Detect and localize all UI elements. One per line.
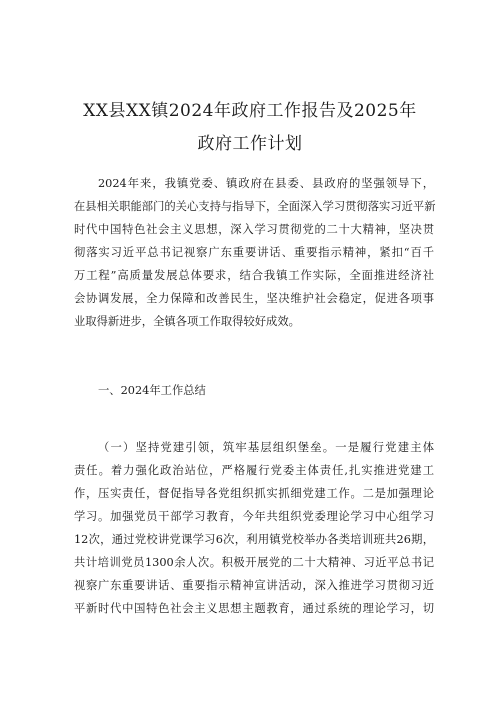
intro-paragraph-line: 会协调发展，全力保障和改善民生，坚决维护社会稳定，促进各项事 [74,292,434,305]
intro-paragraph-line: 业取得新进步，全镇各项工作取得较好成效。 [74,315,300,328]
section-paragraph-line: 作，压实责任，督促指导各党组织抓实抓细党建工作。二是加强理论 [74,487,434,500]
intro-paragraph-line: 彻落实习近平总书记视察广东重要讲话、重要指示精神，紧扣“百千 [74,246,434,259]
intro-paragraph-line: 在县相关职能部门的关心支持与指导下，全面深入学习贯彻落实习近平新 [74,200,436,213]
section-paragraph-line: 共计培训党员1300余人次。积极开展党的二十大精神、习近平总书记 [74,556,434,569]
intro-paragraph-line: 万工程”高质量发展总体要求，结合我镇工作实际，全面推进经济社 [74,269,434,282]
section-paragraph-line: 视察广东重要讲话、重要指示精神宣讲活动，深入推进学习贯彻习近 [74,579,434,592]
section-paragraph-line: 12次，通过党校讲党课学习6次，利用镇党校举办各类培训班共26期， [74,533,434,546]
section-paragraph-line: 责任。着力强化政治站位，严格履行党委主体责任,扎实推进党建工 [74,464,434,477]
document-title-line-2: 政府工作计划 [197,134,303,154]
intro-paragraph-line: 2024年来，我镇党委、镇政府在县委、县政府的坚强领导下， [98,177,434,190]
document-title-line-1: XX县XX镇2024年政府工作报告及2025年 [83,101,417,121]
section-paragraph-line: 平新时代中国特色社会主义思想主题教育，通过系统的理论学习，切 [74,602,434,615]
intro-paragraph-line: 时代中国特色社会主义思想，深入学习贯彻党的二十大精神，坚决贯 [74,223,434,236]
section-paragraph-line: 学习。加强党员干部学习教育，今年共组织党委理论学习中心组学习 [74,510,434,523]
section-paragraph-line: （一）坚持党建引领，筑牢基层组织堡垒。一是履行党建主体 [98,441,434,454]
section-heading: 一、2024年工作总结 [98,384,206,397]
